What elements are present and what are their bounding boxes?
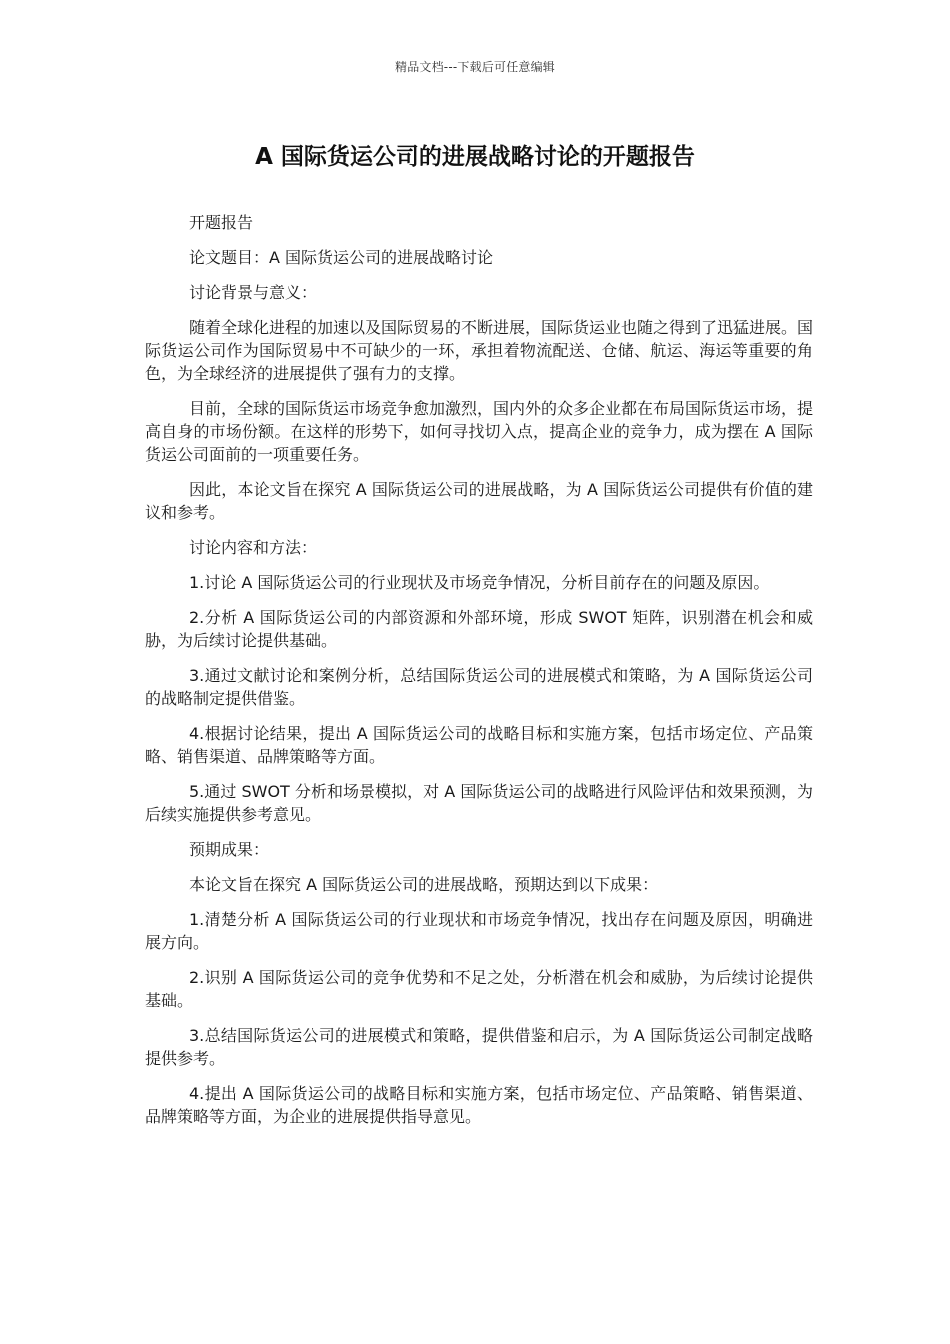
document-body xyxy=(145,211,813,1140)
list-item: 5.通过 SWOT 分析和场景模拟，对 A 国际货运公司的战略进行风险评估和效果预测，为后续实施提供参考意见。 xyxy=(145,782,813,824)
header-note: 精品文档---下载后可任意编辑 xyxy=(395,60,555,74)
list-item: 1.清楚分析 A 国际货运公司的行业现状和市场竞争情况，找出存在问题及原因，明确进展方向。 xyxy=(145,910,813,952)
list-item: 1.讨论 A 国际货运公司的行业现状及市场竞争情况，分析目前存在的问题及原因。 xyxy=(189,573,770,592)
paragraph: 随着全球化进程的加速以及国际贸易的不断进展，国际货运业也随之得到了迅猛进展。国际货运公司作为国际贸易中不可缺少的一环，承担着物流配送、仓储、航运、海运等重要的角色，为全球经济的进展提供了强有力的支撑。 xyxy=(145,318,814,383)
list-item: 2.识别 A 国际货运公司的竞争优势和不足之处，分析潜在机会和威胁，为后续讨论提供基础。 xyxy=(145,968,813,1010)
paragraph: 本论文旨在探究 A 国际货运公司的进展战略，预期达到以下成果： xyxy=(189,875,659,894)
section-heading-methods: 讨论内容和方法： xyxy=(189,538,318,557)
paragraph-report-label: 开题报告 xyxy=(189,213,254,232)
paragraph-thesis-topic: 论文题目：A 国际货运公司的进展战略讨论 xyxy=(189,248,494,267)
section-heading-outcomes: 预期成果： xyxy=(189,840,270,859)
list-item: 4.根据讨论结果，提出 A 国际货运公司的战略目标和实施方案，包括市场定位、产品策略、销售渠道、品牌策略等方面。 xyxy=(145,724,813,766)
paragraph: 因此，本论文旨在探究 A 国际货运公司的进展战略，为 A 国际货运公司提供有价值的建议和参考。 xyxy=(145,480,813,522)
list-item: 2.分析 A 国际货运公司的内部资源和外部环境，形成 SWOT 矩阵，识别潜在机会和威胁，为后续讨论提供基础。 xyxy=(145,608,813,650)
paragraph: 目前，全球的国际货运市场竞争愈加激烈，国内外的众多企业都在布局国际货运市场，提高自身的市场份额。在这样的形势下，如何寻找切入点，提高企业的竞争力，成为摆在 A 国际货运公司面前的一项重要任务。 xyxy=(145,399,814,464)
list-item: 4.提出 A 国际货运公司的战略目标和实施方案，包括市场定位、产品策略、销售渠道、品牌策略等方面，为企业的进展提供指导意见。 xyxy=(145,1084,813,1126)
list-item: 3.总结国际货运公司的进展模式和策略，提供借鉴和启示，为 A 国际货运公司制定战略提供参考。 xyxy=(145,1026,813,1068)
document-title: A 国际货运公司的进展战略讨论的开题报告 xyxy=(255,144,695,170)
section-heading-background: 讨论背景与意义： xyxy=(189,283,318,302)
list-item: 3.通过文献讨论和案例分析，总结国际货运公司的进展模式和策略，为 A 国际货运公司的战略制定提供借鉴。 xyxy=(145,666,813,708)
